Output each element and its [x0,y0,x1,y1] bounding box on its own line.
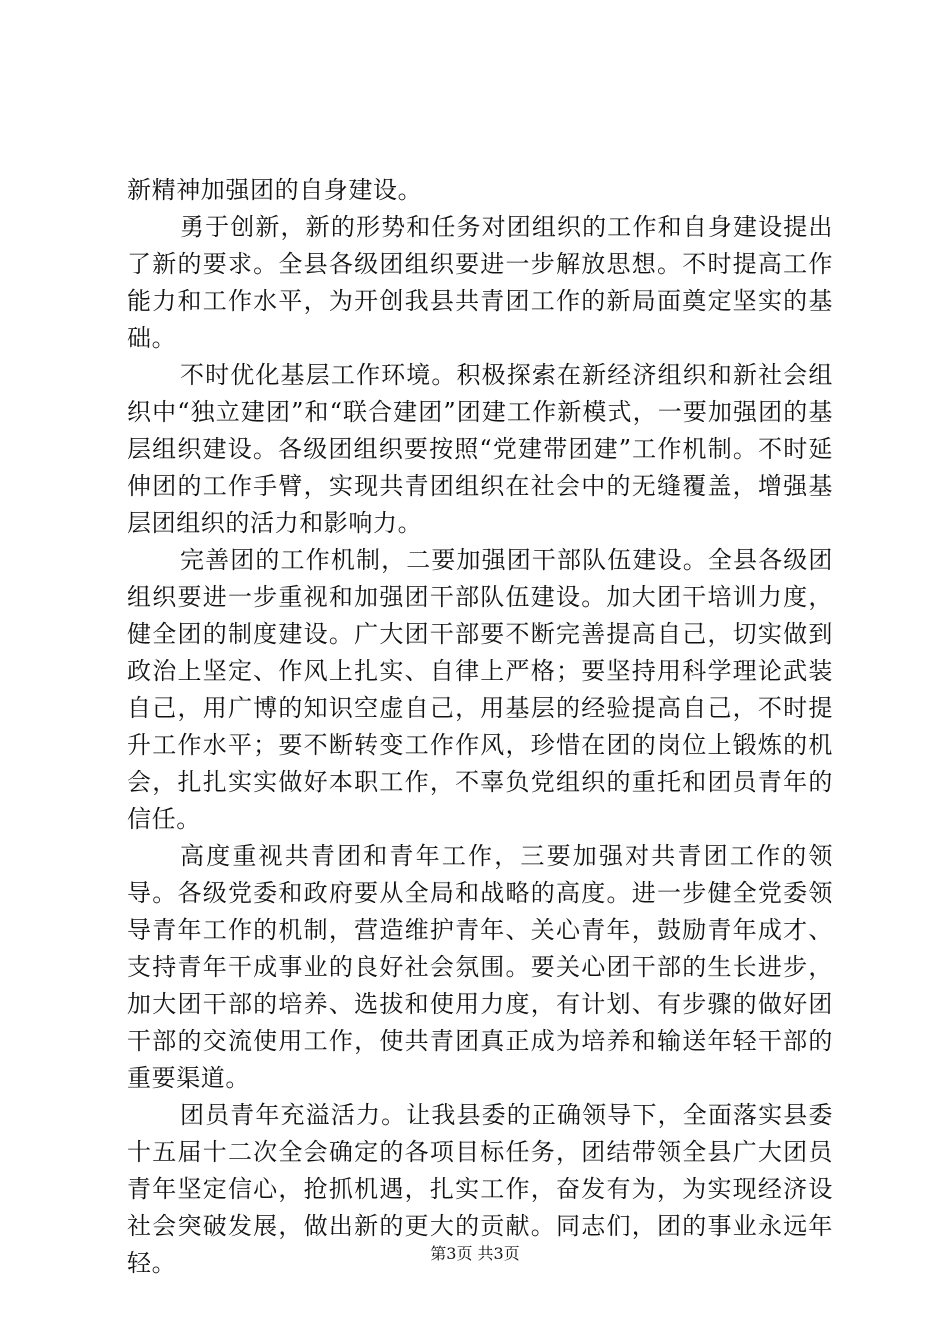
paragraph-continuation: 新精神加强团的自身建设。 [127,176,423,204]
paragraph-innovation: 勇于创新，新的形势和任务对团组织的工作和自身建设提出了新的要求。全县各级团组织要进一步解放思想。不时提高工作能力和工作水平，为开创我县共青团工作的新局面奠定坚实的基础。 [127,213,833,352]
paragraph-leadership: 高度重视共青团和青年工作，三要加强对共青团工作的领导。各级党委和政府要从全局和战略的高度。进一步健全党委领导青年工作的机制，营造维护青年、关心青年，鼓励青年成才、支持青年干成事业的良好社会氛围。要关心团干部的生长进步，加大团干部的培养、选拔和使用力度，有计划、有步骤的做好团干部的交流使用工作，使共青团真正成为培养和输送年轻干部的重要渠道。 [127,842,833,1092]
paragraph-grassroots: 不时优化基层工作环境。积极探索在新经济组织和新社会组织中“独立建团”和“联合建团”团建工作新模式，一要加强团的基层组织建设。各级团组织要按照“党建带团建”工作机制。不时延伸团的工作手臂，实现共青团组织在社会中的无缝覆盖，增强基层团组织的活力和影响力。 [127,361,833,537]
paragraph-cadre-team: 完善团的工作机制，二要加强团干部队伍建设。全县各级团组织要进一步重视和加强团干部队伍建设。加大团干培训力度，健全团的制度建设。广大团干部要不断完善提高自己，切实做到政治上坚定、作风上扎实、自律上严格；要坚持用科学理论武装自己，用广博的知识空虚自己，用基层的经验提高自己，不时提升工作水平；要不断转变工作作风，珍惜在团的岗位上锻炼的机会，扎扎实实做好本职工作，不辜负党组织的重托和团员青年的信任。 [127,546,833,833]
paragraph-conclusion: 团员青年充溢活力。让我县委的正确领导下，全面落实县委十五届十二次全会确定的各项目标任务，团结带领全县广大团员青年坚定信心，抢抓机遇，扎实工作，奋发有为，为实现经济设社会突破发展，做出新的更大的贡献。同志们，团的事业永远年轻。 [127,1101,833,1277]
page-number-footer: 第3页 共3页 [430,1244,520,1263]
document-body [127,172,833,1282]
